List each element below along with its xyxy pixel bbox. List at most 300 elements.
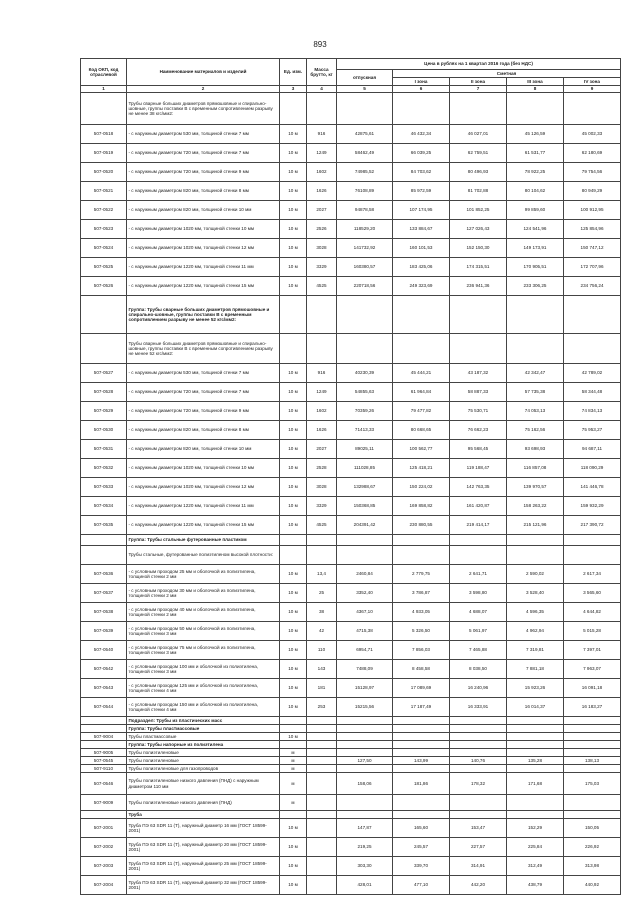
row-unit: 10 м [280,838,307,857]
row-code: 507-0540 [81,641,127,660]
row-price: 15128,97 [337,679,393,698]
row-price: 71413,33 [337,421,393,440]
table-row [81,698,621,717]
row-name: Труба [127,811,280,819]
row-empty-cell [307,296,337,334]
row-empty-cell [337,725,393,733]
row-price: 141 446,78 [564,478,621,497]
row-unit: 10 м [280,182,307,201]
row-name: - с наружным диаметром 1220 мм, толщиной стенки 11 мм [127,258,280,277]
row-price: 16 014,37 [507,698,564,717]
row-price: 152,29 [507,819,564,838]
row-mass: 4525 [307,516,337,535]
row-name: Трубы полиэтиленовые для газопроводов [127,765,280,773]
row-code: 507-0546 [81,773,127,795]
row-unit: 10 м [280,364,307,383]
row-price: 174 315,51 [450,258,507,277]
row-price: 219,25 [337,838,393,857]
row-price: 16 183,27 [564,698,621,717]
row-mass: 143 [307,660,337,679]
column-number-row [81,86,621,93]
row-code: 507-0539 [81,622,127,641]
row-price: 159 932,29 [564,497,621,516]
row-unit: 10 м [280,440,307,459]
row-name: - с наружным диаметром 720 мм, толщиной стенки 9 мм [127,402,280,421]
row-name: - с условным проходом 150 мм и оболочкой из полиэтилена, толщиной стенки 4 мм [127,698,280,717]
table-row [81,819,621,838]
row-empty-cell [450,546,507,565]
row-price: 7 397,01 [564,641,621,660]
row-code-empty [81,535,127,546]
row-mass [307,733,337,741]
row-price: 76108,89 [337,182,393,201]
table-row [81,182,621,201]
row-empty-cell [280,741,307,749]
row-empty-cell [337,296,393,334]
row-price: 143,99 [393,757,450,765]
row-unit: 10 м [280,239,307,258]
row-mass: 916 [307,125,337,144]
table-row [81,201,621,220]
row-price: 2 617,34 [564,565,621,584]
row-empty-cell [393,741,450,749]
row-price: 138,13 [564,757,621,765]
row-price: 2 590,02 [507,565,564,584]
row-price: 150368,85 [337,497,393,516]
table-row [81,838,621,857]
row-price: 107 174,95 [393,201,450,220]
row-price: 3 786,87 [393,584,450,603]
row-price: 7488,09 [337,660,393,679]
row-price: 80 949,29 [564,182,621,201]
row-price: 80 496,93 [450,163,507,182]
row-price: 5 015,28 [564,622,621,641]
header-price: Цена в рублях на 1 квартал 2016 года (без НДС) [337,59,621,70]
row-name: Группа: Трубы сварные больших диаметров прямошовные и спирально-шовные, группы поставки В с временным сопротивлением разрыву не менее 52 кгс/мм2: [127,296,280,334]
row-price: 16 091,18 [564,679,621,698]
row-price: 46 027,01 [450,125,507,144]
row-code: 507-9004 [81,733,127,741]
row-code: 507-0533 [81,478,127,497]
row-price: 111028,85 [337,459,393,478]
row-unit: 10 м [280,478,307,497]
row-unit: м [280,795,307,811]
row-empty-cell [307,811,337,819]
row-price: 74985,52 [337,163,393,182]
row-price: 440,92 [564,876,621,895]
header-release: отпускная [337,70,393,86]
table-row [81,258,621,277]
row-price: 178,32 [450,773,507,795]
row-empty-cell [507,296,564,334]
row-unit: 10 м [280,565,307,584]
row-price: 181,86 [393,773,450,795]
row-price: 339,70 [393,857,450,876]
column-number: 4 [307,86,337,93]
row-empty-cell [307,93,337,125]
row-code: 507-0545 [81,757,127,765]
row-price: 54855,63 [337,383,393,402]
row-price: 66 039,25 [393,144,450,163]
row-price: 165,60 [393,819,450,838]
row-price [564,795,621,811]
row-price: 62 180,69 [564,144,621,163]
row-unit: м [280,749,307,757]
row-code: 507-0523 [81,220,127,239]
row-price: 118 090,29 [564,459,621,478]
row-code-empty [81,93,127,125]
row-mass [307,773,337,795]
row-price: 70359,26 [337,402,393,421]
row-empty-cell [280,334,307,364]
row-empty-cell [507,741,564,749]
row-empty-cell [393,725,450,733]
row-code: 507-0538 [81,603,127,622]
row-mass: 42 [307,622,337,641]
row-empty-cell [307,725,337,733]
row-unit: 10 м [280,622,307,641]
row-mass: 1249 [307,383,337,402]
row-empty-cell [337,334,393,364]
row-empty-cell [337,741,393,749]
row-unit: 10 м [280,603,307,622]
row-price: 62 759,51 [450,144,507,163]
row-price: 75 162,56 [507,421,564,440]
row-code: 507-2003 [81,857,127,876]
row-unit: 10 м [280,497,307,516]
table-row [81,459,621,478]
row-price: 4 644,82 [564,603,621,622]
row-code: 507-0543 [81,679,127,698]
row-price: 4367,10 [337,603,393,622]
header-name: Наименование материалов и изделий [127,59,280,86]
row-price: 94878,58 [337,201,393,220]
row-price: 8 458,58 [393,660,450,679]
row-price: 61 531,77 [507,144,564,163]
row-name: Группа: Трубы пластмассовые [127,725,280,733]
table-row [81,857,621,876]
row-price: 93 698,93 [507,440,564,459]
row-empty-cell [564,811,621,819]
row-price: 118529,20 [337,220,393,239]
row-mass: 2526 [307,220,337,239]
row-price: 7 319,81 [507,641,564,660]
row-name: Труба ПЭ 63 SDR 11 (Т), наружный диаметр 16 мм (ГОСТ 18599-2001) [127,819,280,838]
header-zone: III зона [507,78,564,86]
row-price: 80 104,62 [507,182,564,201]
row-code: 507-0534 [81,497,127,516]
row-price [337,795,393,811]
row-price: 175,03 [564,773,621,795]
row-price: 81 702,88 [450,182,507,201]
row-price: 124 541,96 [507,220,564,239]
row-code: 507-0524 [81,239,127,258]
row-price: 16 333,91 [450,698,507,717]
row-name: Трубы пластмассовые [127,733,280,741]
row-price: 140,76 [450,757,507,765]
row-name: - с условным проходом 75 мм и оболочкой из полиэтилена, толщиной стенки 3 мм [127,641,280,660]
row-code: 507-0525 [81,258,127,277]
column-number: 9 [564,86,621,93]
group-row [81,546,621,565]
header-code: Код ОКП, код отраслевой [81,59,127,86]
row-price: 142 763,35 [450,478,507,497]
row-price: 80 668,65 [393,421,450,440]
row-price: 4 596,35 [507,603,564,622]
row-price: 230 880,55 [393,516,450,535]
row-name: - с наружным диаметром 530 мм, толщиной стенки 7 мм [127,125,280,144]
row-name: - с условным проходом 50 мм и оболочкой из полиэтилена, толщиной стенки 3 мм [127,622,280,641]
row-name: - с условным проходом 125 мм и оболочкой из полиэтилена, толщиной стенки 4 мм [127,679,280,698]
row-unit: 10 м [280,402,307,421]
row-price: 7 881,18 [507,660,564,679]
header-zone: II зона [450,78,507,86]
row-price: 442,20 [450,876,507,895]
row-unit: 10 м [280,459,307,478]
row-empty-cell [507,546,564,565]
row-code: 507-0520 [81,163,127,182]
row-price [393,733,450,741]
table-row [81,144,621,163]
row-price: 79 477,82 [393,402,450,421]
row-price: 171,68 [507,773,564,795]
row-empty-cell [393,717,450,725]
row-mass: 1249 [307,144,337,163]
row-price: 219 414,17 [450,516,507,535]
row-price: 43 187,32 [450,364,507,383]
row-unit: 10 м [280,584,307,603]
row-empty-cell [280,546,307,565]
row-code: 507-2001 [81,819,127,838]
group-row [81,296,621,334]
row-name: - с условным проходом 40 мм и оболочкой из полиэтилена, толщиной стенки 2 мм [127,603,280,622]
row-price: 438,79 [507,876,564,895]
row-price: 428,01 [337,876,393,895]
row-price: 42 342,47 [507,364,564,383]
row-mass: 2528 [307,459,337,478]
row-mass: 25 [307,584,337,603]
row-empty-cell [337,717,393,725]
row-empty-cell [280,725,307,733]
row-name: Трубы полиэтиленовые [127,757,280,765]
row-empty-cell [450,717,507,725]
row-mass: 181 [307,679,337,698]
row-price: 16 240,96 [450,679,507,698]
table-row [81,565,621,584]
row-empty-cell [564,717,621,725]
row-price: 3 565,60 [564,584,621,603]
table-row [81,757,621,765]
group-row [81,725,621,733]
row-price [393,749,450,757]
row-price: 76 662,23 [450,421,507,440]
row-price: 227,57 [450,838,507,857]
row-price [337,733,393,741]
row-price: 312,49 [507,857,564,876]
column-number: 7 [450,86,507,93]
row-price: 85 972,59 [393,182,450,201]
row-name: - с наружным диаметром 1220 мм, толщиной стенки 15 мм [127,516,280,535]
row-price: 119 188,47 [450,459,507,478]
table-row [81,125,621,144]
row-price [393,795,450,811]
row-price: 149 173,91 [507,239,564,258]
row-code-empty [81,546,127,565]
row-unit: 10 м [280,660,307,679]
row-price: 4 688,07 [450,603,507,622]
row-price: 17 187,49 [393,698,450,717]
row-price [337,749,393,757]
row-mass [307,819,337,838]
row-name: Трубы сварные больших диаметров прямошовные и спирально-шовные, группы поставки В с временным сопротивлением разрыву не менее 52 кгс/мм2: [127,334,280,364]
row-code: 507-2002 [81,838,127,857]
row-price: 57 735,38 [507,383,564,402]
row-name: - с наружным диаметром 1220 мм, толщиной стенки 15 мм [127,277,280,296]
row-name: - с наружным диаметром 1020 мм, толщиной стенки 12 мм [127,478,280,497]
row-price: 75 530,71 [450,402,507,421]
row-price: 100 912,95 [564,201,621,220]
table-row [81,239,621,258]
row-price: 45 002,33 [564,125,621,144]
row-mass: 3329 [307,258,337,277]
row-price: 3 598,80 [450,584,507,603]
row-code: 507-0542 [81,660,127,679]
row-name: Группа: Трубы напорные из полиэтилена [127,741,280,749]
row-name: - с условным проходом 25 мм и оболочкой из полиэтилена, толщиной стенки 2 мм [127,565,280,584]
row-price: 160 101,53 [393,239,450,258]
row-code: 507-0537 [81,584,127,603]
row-name: - с наружным диаметром 720 мм, толщиной стенки 7 мм [127,144,280,163]
row-price [450,795,507,811]
row-price: 132988,67 [337,478,393,497]
row-price: 220718,56 [337,277,393,296]
row-price: 15215,56 [337,698,393,717]
row-price [564,765,621,773]
group-row [81,93,621,125]
row-unit: м [280,757,307,765]
row-unit: 10 м [280,277,307,296]
row-empty-cell [280,717,307,725]
row-code: 507-0536 [81,565,127,584]
row-price: 58462,49 [337,144,393,163]
row-empty-cell [337,535,393,546]
row-unit: 10 м [280,819,307,838]
row-price [450,749,507,757]
row-price: 78 922,25 [507,163,564,182]
row-price: 3352,40 [337,584,393,603]
table-row [81,383,621,402]
row-unit: 10 м [280,163,307,182]
row-price: 2 641,71 [450,565,507,584]
table-row [81,440,621,459]
row-price [507,749,564,757]
header-unit: Ед. изм. [280,59,307,86]
row-empty-cell [507,717,564,725]
row-mass [307,757,337,765]
row-price: 58 887,33 [450,383,507,402]
row-empty-cell [337,546,393,565]
row-empty-cell [507,334,564,364]
row-mass [307,795,337,811]
row-price: 217 390,72 [564,516,621,535]
row-price: 141732,92 [337,239,393,258]
row-price: 249 323,69 [393,277,450,296]
row-mass: 3028 [307,478,337,497]
row-price: 74 834,13 [564,402,621,421]
row-empty-cell [450,725,507,733]
row-price: 5 061,97 [450,622,507,641]
row-code: 507-9005 [81,749,127,757]
row-unit: 10 м [280,258,307,277]
row-price: 183 425,06 [393,258,450,277]
row-price [564,749,621,757]
row-price: 158 263,22 [507,497,564,516]
table-row [81,364,621,383]
row-price [337,765,393,773]
table-row [81,603,621,622]
table-row [81,402,621,421]
row-empty-cell [393,296,450,334]
header-row [81,59,621,70]
row-mass: 1602 [307,163,337,182]
table-row [81,773,621,795]
column-number: 3 [280,86,307,93]
row-code: 507-0521 [81,182,127,201]
row-price: 170 905,51 [507,258,564,277]
row-empty-cell [450,811,507,819]
table-row [81,876,621,895]
table-row [81,497,621,516]
row-price: 4 962,94 [507,622,564,641]
row-name: - с наружным диаметром 820 мм, толщиной стенки 8 мм [127,182,280,201]
row-mass: 3329 [307,497,337,516]
row-price: 5 326,50 [393,622,450,641]
row-code: 507-0530 [81,421,127,440]
row-price: 150 224,02 [393,478,450,497]
column-number: 2 [127,86,280,93]
row-empty-cell [564,741,621,749]
row-mass [307,838,337,857]
row-price: 139 970,57 [507,478,564,497]
row-price: 313,98 [564,857,621,876]
row-price: 17 089,69 [393,679,450,698]
table-row [81,660,621,679]
row-price: 125 418,21 [393,459,450,478]
table-row [81,220,621,239]
row-code: 507-0519 [81,144,127,163]
header-zone: IV зона [564,78,621,86]
row-code: 507-9009 [81,795,127,811]
row-price: 127,50 [337,757,393,765]
row-code: 507-0531 [81,440,127,459]
row-price: 158,06 [337,773,393,795]
row-name: Подраздел: Трубы из пластических масс [127,717,280,725]
row-code-empty [81,296,127,334]
row-price: 215 121,96 [507,516,564,535]
row-price: 61 964,84 [393,383,450,402]
row-empty-cell [280,296,307,334]
row-mass: 13,4 [307,565,337,584]
row-price: 7 465,88 [450,641,507,660]
row-unit: 10 м [280,516,307,535]
row-unit: 10 м [280,201,307,220]
row-name: - с наружным диаметром 1220 мм, толщиной стенки 11 мм [127,497,280,516]
row-name: Трубы полиэтиленовые низкого давления (ПНД) [127,795,280,811]
row-price: 7 856,03 [393,641,450,660]
row-price: 160380,57 [337,258,393,277]
row-empty-cell [450,334,507,364]
row-empty-cell [307,334,337,364]
